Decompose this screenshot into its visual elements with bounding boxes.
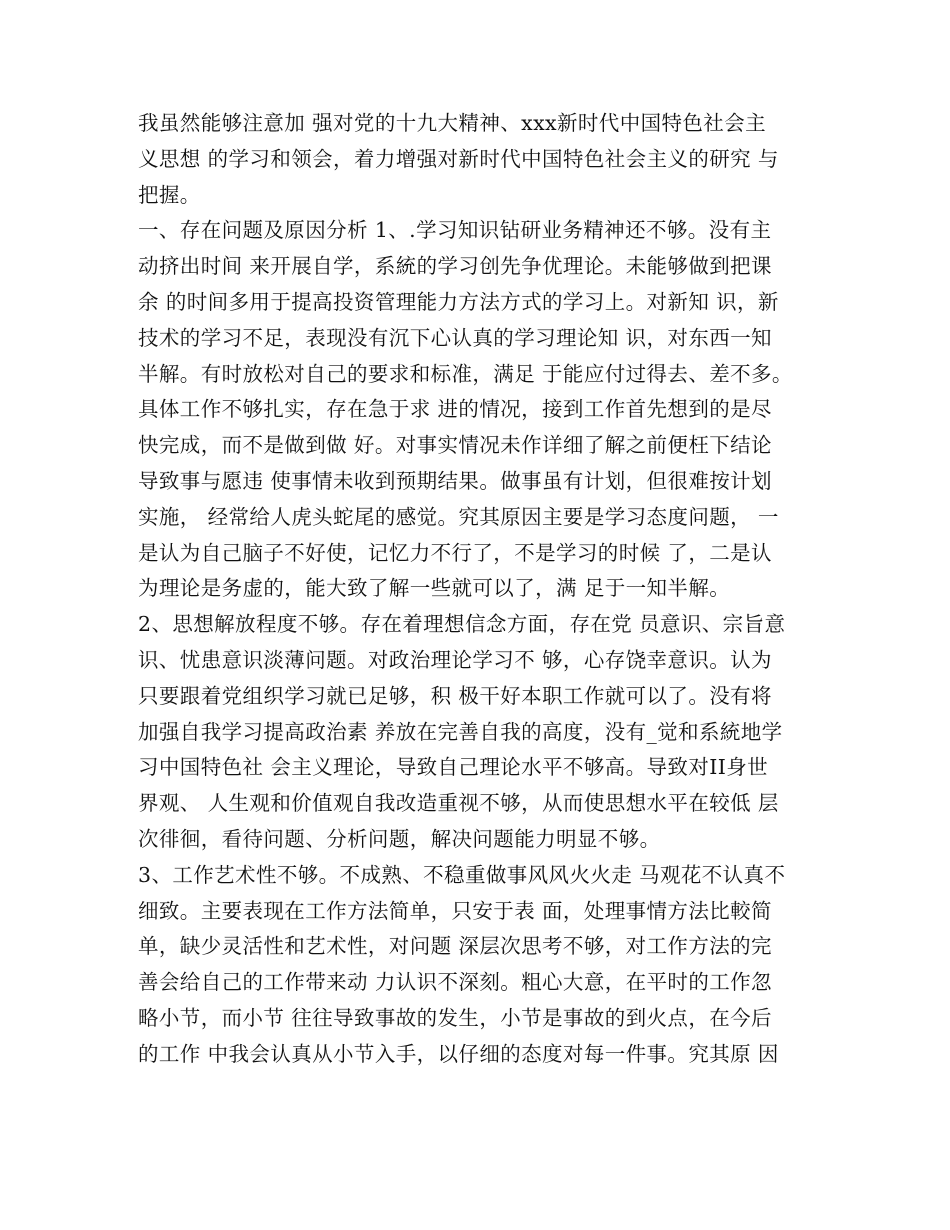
- text-line: 导致事与愿违 使事情未收到预期结果。做事虽有计划，但很难按计划: [138, 468, 772, 493]
- text-line: 次徘徊，看待问题、分析问题，解决问题能力明显不够。: [138, 826, 661, 851]
- text-line: 加强自我学习提高政治素 养放在完善自我的高度，没有_觉和系統地学: [138, 719, 783, 744]
- text-line: 的工作 中我会认真从小节入手，以仔细的态度对每一件事。究其原 因: [138, 1041, 779, 1066]
- text-line: 具体工作不够扎实，存在急于求 进的情况，接到工作首先想到的是尽: [138, 397, 772, 422]
- text-line: 识、忧患意识淡薄问题。对政治理论学习不 够，心存饶幸意识。认为: [138, 647, 772, 672]
- text-line: 只要跟着党组织学习就已足够，积 极干好本职工作就可以了。没有将: [138, 683, 772, 708]
- text-line: 义思想 的学习和领会，着力增强对新时代中国特色社会主义的研究 与: [138, 146, 779, 171]
- text-line: 动挤出时间 来开展自学，系統的学习创先争优理论。未能够做到把课: [138, 254, 772, 279]
- text-line: 3、工作艺术性不够。不成熟、不稳重做事风风火火走 马观花不认真不: [138, 862, 786, 887]
- text-line: 单，缺少灵活性和艺术性，对问题 深层次思考不够，对工作方法的完: [138, 934, 772, 959]
- text-line: 我虽然能够注意加 强对党的十九大精神、xxx新时代中国特色社会主: [138, 111, 766, 135]
- text-line: 技术的学习不足，表现没有沉下心认真的学习理论知 识，对东西一知: [138, 325, 772, 350]
- text-line: 是认为自己脑子不好使，记忆力不行了，不是学习的时候 了，二是认: [138, 540, 772, 565]
- text-line: 善会给自己的工作带来动 力认识不深刻。粗心大意，在平时的工作忽: [138, 970, 772, 995]
- text-line: 略小节，而小节 往往导致事故的发生，小节是事故的到火点，在今后: [138, 1005, 772, 1030]
- text-line: 为理论是务虚的，能大致了解一些就可以了，满 足于一知半解。: [138, 576, 731, 601]
- text-line: 把握。: [138, 182, 201, 207]
- text-line: 习中国特色社 会主义理论，导致自己理论水平不够高。导致对II身世: [138, 755, 769, 780]
- text-line: 细致。主要表现在工作方法简单，只安于表 面，处理事情方法比較简: [138, 898, 772, 923]
- text-line: 实施， 经常给人虎头蛇尾的感觉。究其原因主要是学习态度问题， 一: [138, 504, 779, 529]
- text-line: 2、思想解放程度不够。存在着理想信念方面，存在党 员意识、宗旨意: [138, 612, 786, 637]
- text-line: 余 的时间多用于提高投资管理能力方法方式的学习上。对新知 识，新: [138, 289, 779, 314]
- text-line: 一、存在问题及原因分析 1、.学习知识钻研业务精神还不够。没有主: [138, 218, 772, 243]
- text-line: 半解。有时放松对自己的要求和标准，满足 于能应付过得去、差不多。: [138, 361, 793, 386]
- document-body: [138, 106, 828, 1073]
- text-line: 快完成，而不是做到做 好。对事实情况未作详细了解之前便枉下结论: [138, 433, 772, 458]
- text-line: 界观、 人生观和价值观自我改造重视不够，从而使思想水平在较低 层: [138, 791, 779, 816]
